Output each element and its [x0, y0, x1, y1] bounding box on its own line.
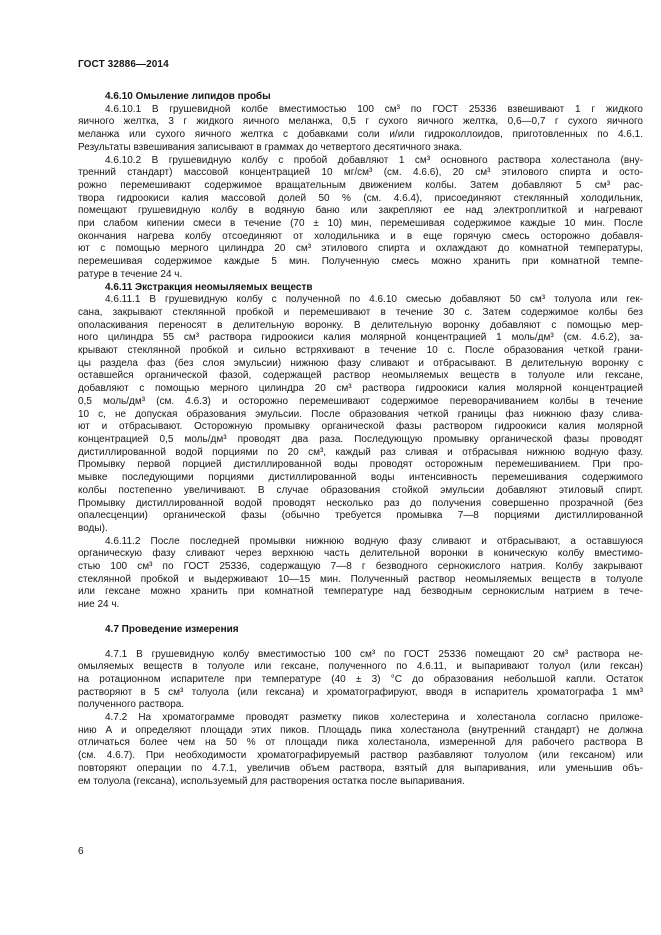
text-line: растворяют в 5 см³ толуола (или гексана) и хроматографируют, вводя в испаритель хроматографа 1 мм³: [78, 686, 643, 698]
text-line: 4.6.11.2 После последней промывки нижнюю водную фазу сливают и отбрасывают, а оставшуюся: [105, 535, 643, 547]
text-line: отличаться более чем на 50 % от площади пика холестанола, измеренной для рабочего раствора В: [78, 737, 643, 749]
paragraph-4-6-10-2: [78, 155, 643, 282]
text-line: ратуре в течение 24 ч.: [78, 268, 183, 280]
text-line: ют с помощью мерного цилиндра 20 см³ этилового спирта и охлаждают до комнатной температуры,: [78, 243, 643, 255]
text-line: Промывку дистиллированной водой проводят несколько раз до получения совершенно прозрачной (без: [78, 497, 643, 509]
text-line: перемешивая содержимое каждые 5 мин. Полученную смесь можно хранить при комнатной темпе-: [78, 256, 643, 268]
paragraph-4-7-1: [78, 649, 643, 713]
text-line: 4.7.1 В грушевидную колбу вместимостью 100 см³ по ГОСТ 25336 помещают 20 см³ раствора не-: [105, 648, 643, 660]
page-number: 6: [78, 846, 84, 857]
text-line: рожно перемешивают содержимое вращательным движением колбы. Затем добавляют 5 см³ рас-: [78, 179, 643, 191]
text-line: колбы постепенно увеличивают. В случае образования стойкой эмульсии добавляют этиловый спирт.: [78, 484, 643, 496]
text-line: полученного раствора.: [78, 699, 185, 711]
paragraph-4-6-10-1: [78, 104, 643, 155]
text-line: сана, закрывают стеклянной пробкой и перемешивают в течение 30 с. Затем содержимое колбы без: [78, 306, 643, 318]
text-line: Результаты взвешивания записывают в граммах до четвертого десятичного знака.: [78, 141, 463, 153]
text-line: помещают грушевидную колбу в водяную баню или закрепляют ее над электроплиткой и нагревают: [78, 205, 643, 217]
text-line: 4.6.11.1 В грушевидную колбу с полученной по 4.6.10 смесью добавляют 50 см³ толуола или гек-: [105, 294, 643, 306]
text-line: на ротационном испарителе при температуре (40 ± 3) °С до образования небольшой капли. Остаток: [78, 673, 643, 685]
heading-4-7: 4.7 Проведение измерения: [105, 623, 239, 635]
text-line: стеклянной пробкой и выдерживают 10—15 мин. Полученный раствор неомыляемых веществ в толуоле: [78, 573, 643, 585]
text-line: яичного желтка, 3 г жидкого яичного меланжа, 0,5 г сухого яичного желтка, 0,6—0,7 г сухого яичного: [78, 116, 643, 128]
text-line: ем толуола (гексана), используемый для растворения остатка после выпаривания.: [78, 775, 465, 787]
text-line: твора гидроокиси калия массовой долей 50 % (см. 4.6.4), присоединяют стеклянный холодильник,: [78, 192, 643, 204]
text-line: мывке последующими порциями дистиллированной воды интенсивность перемешивания содержимого: [78, 472, 643, 484]
text-line: 4.7.2 На хроматограмме проводят разметку пиков холестерина и холестанола согласно приложе-: [105, 712, 643, 724]
text-line: концентрацией 0,5 моль/дм³ проводят два раза. Последующую промывку органической фазы проводят: [78, 433, 643, 445]
heading-4-6-11: 4.6.11 Экстракция неомыляемых веществ: [105, 281, 313, 293]
paragraph-4-6-11-1: [78, 294, 643, 535]
text-line: ют и отбрасывают. Осторожную промывку органической фазы раствором гидроокиси калия молярной: [78, 421, 643, 433]
text-line: окончания нагрева колбу отсоединяют от холодильника и в еще горячую смесь осторожно добавля-: [78, 230, 643, 242]
text-line: оставшейся органической фазой, содержащей раствор неомыляемых веществ в толуоле или гексане,: [78, 370, 643, 382]
text-line: 4.6.10.1 В грушевидной колбе вместимостью 100 см³ по ГОСТ 25336 взвешивают 1 г жидкого: [105, 103, 643, 115]
paragraph-4-7-2: [78, 712, 643, 788]
text-line: тренний стандарт) массовой концентрацией 10 мг/см³ (см. 4.6.6), 20 см³ этилового спирта и осто-: [78, 167, 643, 179]
text-line: ополаскивания переносят в делительную воронку. В делительную воронку добавляют с помощью мер-: [78, 319, 643, 331]
text-line: повторяют операции по 4.7.1, увеличив объем раствора, взятый для выпаривания, или уменьшив объ-: [78, 762, 643, 774]
text-line: цы раздела фаз (без слоя эмульсии) нижнюю фазу сливают и отбрасывают. В делительную воронку с: [78, 357, 643, 369]
text-line: Промывку первой порцией дистиллированной воды проводят осторожным перемешиванием. При про-: [78, 459, 643, 471]
text-line: 0,5 моль/дм³ (см. 4.6.3) и осторожно перемешивают содержимое переворачиванием колбы в течение: [78, 395, 643, 407]
text-line: ние 24 ч.: [78, 599, 120, 611]
text-line: или гексане можно хранить при комнатной температуре над безводным сернокислым натрием в тече-: [78, 586, 643, 598]
text-line: меланжа или сухого яичного желтка с добавками соли и/или гидроколлоидов, приготовленных по 4.6.1.: [78, 129, 643, 141]
paragraph-4-6-11-2: [78, 536, 643, 612]
text-line: стью 100 см³ по ГОСТ 25336, содержащую 7—8 г безводного сернокислого натрия. Колбу закрывают: [78, 561, 643, 573]
text-line: органическую фазу сливают через верхнюю часть делительной воронки в коническую колбу вместимо-: [78, 548, 643, 560]
text-line: воды).: [78, 522, 108, 534]
text-line: 10 с, не допуская образования эмульсии. После образования четкой границы фаз нижнюю фазу слива-: [78, 408, 643, 420]
text-line: при слабом кипении смеси в течение (70 ± 10) мин, перемешивая содержимое каждые 10 мин. После: [78, 218, 643, 230]
text-line: опалесценции) органической фазы (обычно требуется промывка 7—8 порциями дистиллированной: [78, 510, 643, 522]
text-line: крывают стеклянной пробкой и сильно встряхивают в течение 10 с. После образования четкой грани-: [78, 345, 643, 357]
text-line: ного цилиндра 55 см³ раствора гидроокиси калия молярной концентрацией 1 моль/дм³ (см. 4.6.2), за-: [78, 332, 643, 344]
text-line: нию А и определяют площади этих пиков. Площадь пика холестанола (внутренний стандарт) не должна: [78, 724, 643, 736]
page-content: [78, 91, 643, 788]
text-line: добавляют с помощью мерного цилиндра 20 см³ раствора гидроокиси калия молярной концентрацией: [78, 383, 643, 395]
text-line: (см. 4.6.7). При необходимости хроматографируемый раствор разбавляют толуолом (или гексаном) или: [78, 750, 643, 762]
text-line: дистиллированной водой порциями по 20 см³, каждый раз сливая и отбрасывая нижнюю водную фазу.: [78, 446, 643, 458]
text-line: омыляемых веществ в толуоле или гексане, полученного по 4.6.11, и выпаривают толуол (или гексан): [78, 661, 643, 673]
standard-header: ГОСТ 32886—2014: [78, 59, 169, 70]
text-line: 4.6.10.2 В грушевидную колбу с пробой добавляют 1 см³ основного раствора холестанола (вну-: [105, 154, 643, 166]
heading-4-6-10: 4.6.10 Омыление липидов пробы: [105, 91, 271, 102]
